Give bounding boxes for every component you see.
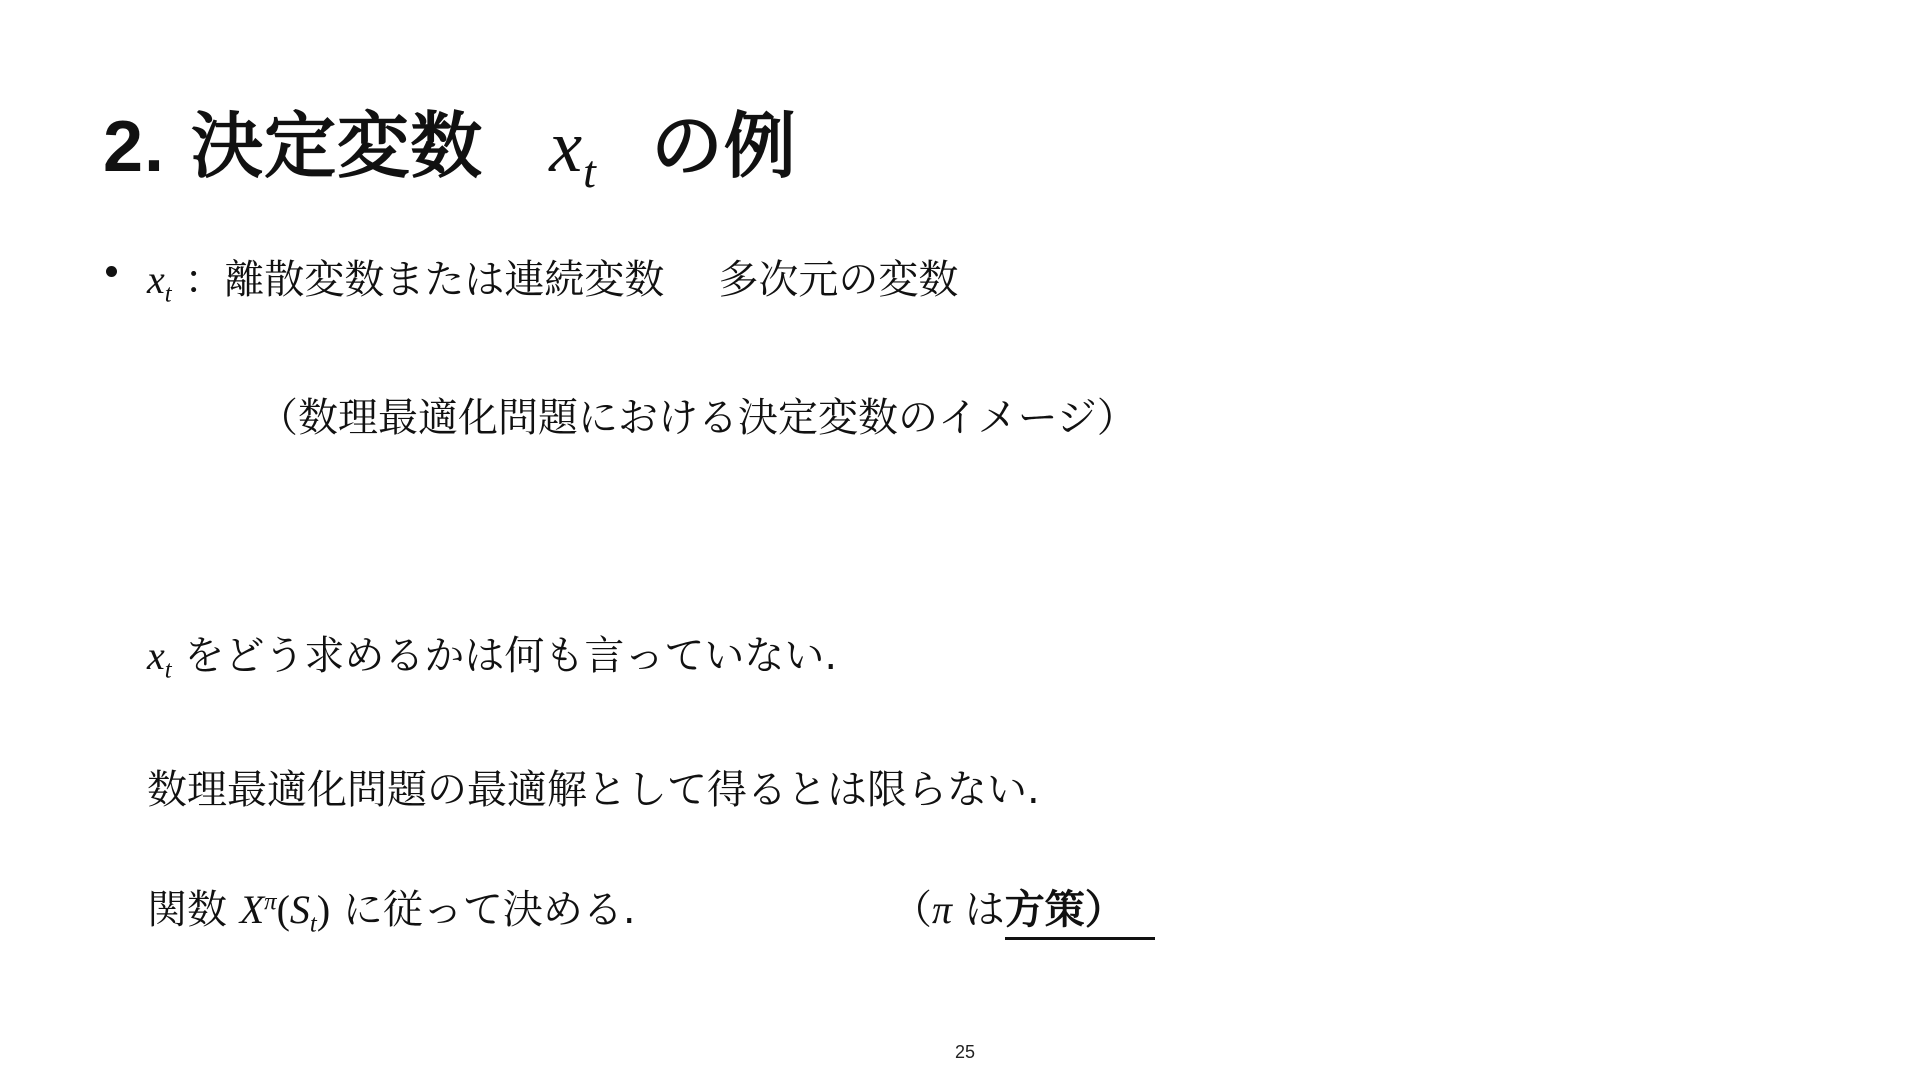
policy-term: 方策） bbox=[1005, 878, 1155, 940]
var-subscript: t bbox=[164, 280, 172, 308]
note-text: は bbox=[964, 887, 1005, 933]
var-x-t bbox=[147, 257, 172, 308]
title-text-before: 決定変数 bbox=[191, 104, 484, 188]
slide-title bbox=[103, 88, 797, 198]
multidimensional-text: 多次元の変数 bbox=[718, 257, 959, 303]
var-subscript: t bbox=[164, 656, 172, 684]
how-to-obtain-text: をどう求めるかは何も言っていない. bbox=[184, 633, 838, 679]
bullet-line-variable-types bbox=[147, 248, 959, 308]
policy-function-expression bbox=[239, 887, 331, 938]
paren-close: ) bbox=[316, 887, 331, 932]
variable-types-text: ：離散変数または連続変数 bbox=[184, 257, 665, 303]
title-var-symbol: x bbox=[549, 106, 584, 188]
bullet-dot bbox=[106, 266, 117, 277]
title-number: 2. bbox=[103, 107, 166, 187]
state-symbol: S bbox=[289, 887, 310, 932]
page-number: 25 bbox=[955, 1042, 976, 1062]
state-subscript: t bbox=[309, 910, 317, 938]
function-symbol: X bbox=[239, 887, 265, 932]
not-necessarily-optimal-line: 数理最適化問題の最適解として得るとは限らない. bbox=[147, 767, 1040, 813]
optimization-image-note: （数理最適化問題における決定変数のイメージ） bbox=[258, 395, 1137, 441]
var-symbol: x bbox=[147, 633, 165, 678]
function-superscript: π bbox=[264, 888, 277, 916]
title-variable bbox=[549, 106, 597, 198]
function-prefix: 関数 bbox=[147, 887, 227, 933]
title-text-after: の例 bbox=[650, 104, 797, 188]
pi-symbol: π bbox=[932, 887, 953, 932]
how-to-obtain-line bbox=[147, 624, 838, 684]
policy-function-line bbox=[147, 878, 636, 938]
var-x-t bbox=[147, 633, 172, 684]
var-symbol: x bbox=[147, 257, 165, 302]
paren-open: ( bbox=[276, 887, 290, 932]
note-paren-open: （ bbox=[892, 887, 932, 933]
title-var-subscript: t bbox=[583, 146, 597, 198]
decide-by-text: に従って決める. bbox=[342, 887, 636, 933]
policy-note bbox=[892, 878, 1155, 940]
